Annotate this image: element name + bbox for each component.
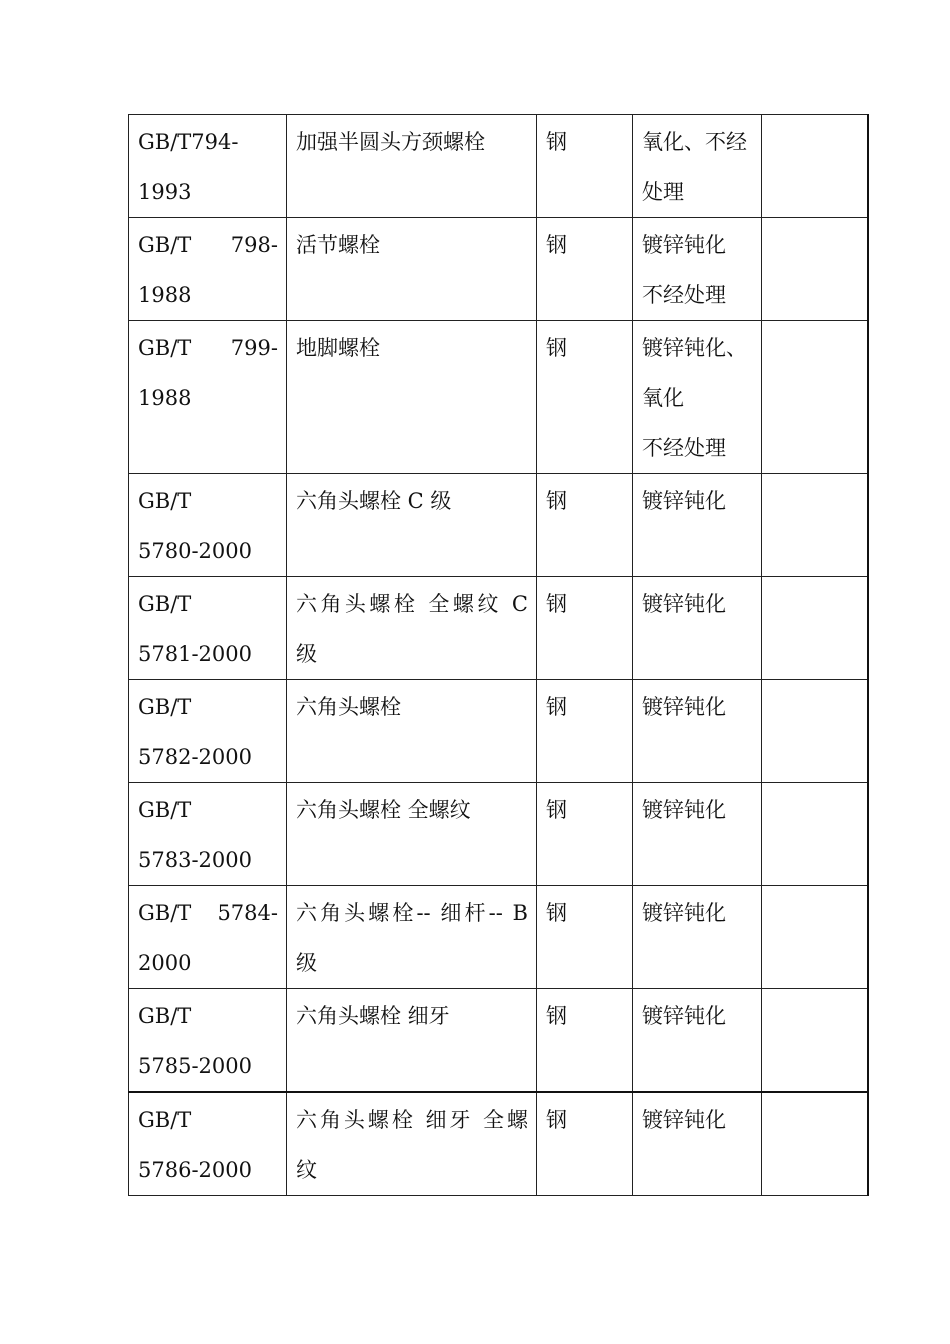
standards-table-body [129, 115, 868, 1196]
cell-treatment-line: 镀锌钝化 [642, 233, 726, 257]
cell-standard-line: 1988 [138, 386, 192, 410]
cell-treatment [633, 1092, 762, 1196]
cell-standard-line: GB/T 798- [138, 233, 278, 257]
cell-name-line: 六角头螺栓 全螺纹 C [296, 592, 528, 616]
cell-note [762, 218, 868, 321]
cell-note [762, 115, 868, 218]
cell-treatment [633, 989, 762, 1093]
cell-standard-line: GB/T [138, 1108, 192, 1132]
cell-name-line: 六角头螺栓 细牙 [296, 1004, 450, 1028]
cell-standard [129, 218, 287, 321]
cell-name-line: 活节螺栓 [296, 233, 380, 257]
cell-material-line: 钢 [546, 336, 567, 360]
cell-standard-line: 5783-2000 [138, 848, 252, 872]
cell-treatment [633, 577, 762, 680]
cell-standard-line: 5781-2000 [138, 642, 252, 666]
cell-standard-line: GB/T [138, 1004, 192, 1028]
table-row [129, 321, 868, 474]
table-row [129, 577, 868, 680]
cell-standard [129, 474, 287, 577]
table-row [129, 989, 868, 1093]
cell-material-line: 钢 [546, 901, 567, 925]
cell-treatment [633, 783, 762, 886]
cell-name [287, 577, 537, 680]
cell-name [287, 989, 537, 1093]
cell-note [762, 1092, 868, 1196]
cell-standard [129, 1092, 287, 1196]
cell-material [537, 680, 633, 783]
cell-name [287, 218, 537, 321]
cell-name-line: 六角头螺栓-- 细杆-- B [296, 901, 528, 925]
cell-material [537, 474, 633, 577]
cell-name [287, 321, 537, 474]
cell-standard-line: 5780-2000 [138, 539, 252, 563]
cell-treatment [633, 321, 762, 474]
cell-material-line: 钢 [546, 1108, 567, 1132]
standards-table [128, 114, 869, 1196]
cell-note [762, 321, 868, 474]
cell-treatment-line: 镀锌钝化 [642, 901, 726, 925]
cell-standard-line: GB/T 799- [138, 336, 278, 360]
cell-name-line: 六角头螺栓 细牙 全螺 [296, 1108, 528, 1132]
cell-name-line: 六角头螺栓 全螺纹 [296, 798, 471, 822]
cell-standard [129, 115, 287, 218]
cell-material-line: 钢 [546, 130, 567, 154]
cell-material-line: 钢 [546, 1004, 567, 1028]
cell-material-line: 钢 [546, 489, 567, 513]
cell-standard [129, 886, 287, 989]
cell-material-line: 钢 [546, 233, 567, 257]
cell-name-line: 六角头螺栓 [296, 695, 401, 719]
cell-treatment-line: 镀锌钝化 [642, 695, 726, 719]
cell-material-line: 钢 [546, 798, 567, 822]
cell-standard-line: GB/T [138, 592, 192, 616]
cell-name-line: 六角头螺栓 C 级 [296, 489, 452, 513]
cell-name [287, 474, 537, 577]
cell-standard-line: 1988 [138, 283, 192, 307]
cell-name [287, 1092, 537, 1196]
cell-material [537, 783, 633, 886]
cell-name-line: 级 [296, 951, 317, 975]
cell-material [537, 218, 633, 321]
cell-material [537, 989, 633, 1093]
table-row [129, 783, 868, 886]
cell-standard-line: GB/T [138, 798, 192, 822]
cell-material-line: 钢 [546, 695, 567, 719]
cell-treatment [633, 218, 762, 321]
table-row [129, 1092, 868, 1196]
cell-name-line: 级 [296, 642, 317, 666]
cell-standard-line: 5782-2000 [138, 745, 252, 769]
table-row [129, 886, 868, 989]
cell-standard [129, 321, 287, 474]
table-row [129, 115, 868, 218]
cell-name-line: 加强半圆头方颈螺栓 [296, 130, 485, 154]
cell-treatment-line: 镀锌钝化 [642, 1004, 726, 1028]
cell-note [762, 474, 868, 577]
cell-note [762, 989, 868, 1093]
cell-standard-line: 2000 [138, 951, 192, 975]
cell-name [287, 783, 537, 886]
cell-standard-line: GB/T 5784- [138, 901, 278, 925]
cell-material [537, 577, 633, 680]
cell-treatment-line: 不经处理 [642, 436, 726, 460]
cell-material [537, 115, 633, 218]
cell-treatment-line: 氧化、不经 [642, 130, 747, 154]
cell-material [537, 886, 633, 989]
cell-treatment [633, 886, 762, 989]
cell-treatment-line: 镀锌钝化 [642, 592, 726, 616]
cell-name-line: 地脚螺栓 [296, 336, 380, 360]
cell-treatment-line: 氧化 [642, 386, 684, 410]
cell-treatment-line: 镀锌钝化、 [642, 336, 747, 360]
cell-standard-line: GB/T794- [138, 130, 239, 154]
cell-standard-line: 5785-2000 [138, 1054, 252, 1078]
cell-note [762, 886, 868, 989]
cell-standard [129, 577, 287, 680]
cell-name [287, 115, 537, 218]
cell-standard-line: 5786-2000 [138, 1158, 252, 1182]
cell-name-line: 纹 [296, 1158, 317, 1182]
table-row [129, 680, 868, 783]
table-row [129, 218, 868, 321]
cell-note [762, 783, 868, 886]
cell-treatment-line: 镀锌钝化 [642, 489, 726, 513]
cell-note [762, 680, 868, 783]
cell-standard [129, 680, 287, 783]
cell-treatment [633, 680, 762, 783]
cell-name [287, 886, 537, 989]
cell-treatment-line: 处理 [642, 180, 684, 204]
cell-standard [129, 989, 287, 1093]
cell-treatment-line: 不经处理 [642, 283, 726, 307]
cell-material [537, 1092, 633, 1196]
cell-treatment-line: 镀锌钝化 [642, 1108, 726, 1132]
cell-treatment [633, 474, 762, 577]
cell-name [287, 680, 537, 783]
cell-treatment [633, 115, 762, 218]
table-row [129, 474, 868, 577]
cell-standard-line: GB/T [138, 489, 192, 513]
cell-material [537, 321, 633, 474]
cell-treatment-line: 镀锌钝化 [642, 798, 726, 822]
cell-standard-line: GB/T [138, 695, 192, 719]
cell-note [762, 577, 868, 680]
cell-material-line: 钢 [546, 592, 567, 616]
cell-standard [129, 783, 287, 886]
cell-standard-line: 1993 [138, 180, 192, 204]
